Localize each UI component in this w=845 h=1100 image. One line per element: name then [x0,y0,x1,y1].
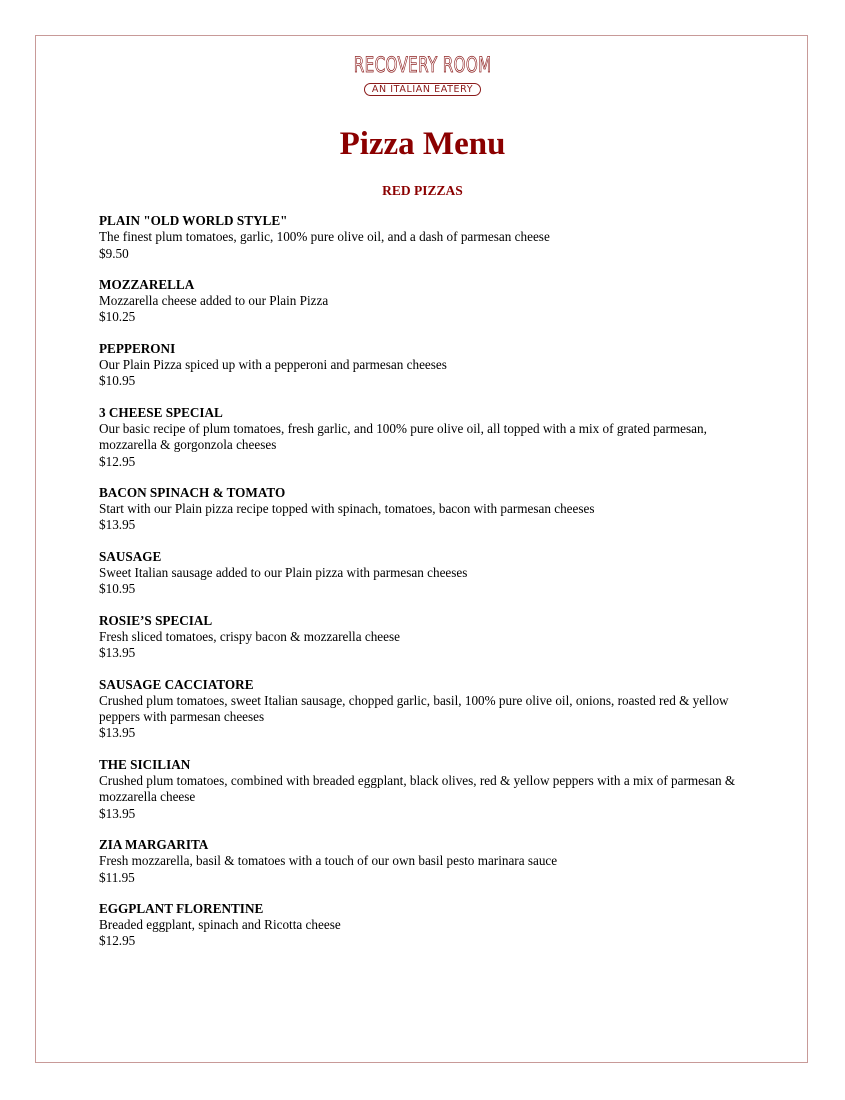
menu-item-name: EGGPLANT FLORENTINE [99,900,264,916]
menu-item-description: Start with our Plain pizza recipe topped with spinach, tomatoes, bacon with parmesan cheeses [99,501,595,517]
menu-item-list [99,213,759,965]
section-title: RED PIZZAS [382,183,463,198]
menu-item [99,677,759,742]
menu-item-price: $10.25 [99,309,136,325]
menu-item [99,837,759,886]
menu-item-name: MOZZARELLA [99,276,195,292]
menu-item-price: $10.95 [99,373,136,389]
logo-tagline: AN ITALIAN EATERY [364,83,481,96]
menu-item [99,485,759,534]
menu-item-price: $13.95 [99,517,136,533]
menu-item-name: PLAIN "OLD WORLD STYLE" [99,213,288,228]
menu-item-description: Crushed plum tomatoes, combined with breaded eggplant, black olives, red & yellow peppers with a mix of parmesan & mozzarella cheese [99,773,736,805]
menu-item-name: SAUSAGE CACCIATORE [99,676,254,692]
menu-item [99,757,759,822]
menu-item-name: 3 CHEESE SPECIAL [99,404,223,420]
menu-item [99,277,759,326]
menu-item-description: Sweet Italian sausage added to our Plain pizza with parmesan cheeses [99,565,468,581]
menu-item-description: Breaded eggplant, spinach and Ricotta cheese [99,917,341,933]
menu-item-name: BACON SPINACH & TOMATO [99,484,286,500]
menu-item-description: Mozzarella cheese added to our Plain Pizza [99,293,329,309]
menu-item-price: $12.95 [99,453,136,469]
logo-name: RECOVERY ROOM [353,53,492,77]
menu-item [99,549,759,598]
menu-item-description: Our basic recipe of plum tomatoes, fresh garlic, and 100% pure olive oil, all topped with a mix of grated parmesan, mozzarella & gorgonzola cheeses [99,420,707,453]
menu-item-description: Fresh sliced tomatoes, crispy bacon & mozzarella cheese [99,628,401,644]
menu-item-price: $9.50 [99,245,129,261]
menu-item-description: Our Plain Pizza spiced up with a pepperoni and parmesan cheeses [99,357,447,373]
menu-item-price: $13.95 [99,725,136,741]
page-title: Pizza Menu [339,126,506,162]
menu-item-price: $13.95 [99,645,136,661]
menu-item [99,613,759,662]
menu-item-price: $12.95 [99,933,136,949]
menu-item-name: THE SICILIAN [99,756,191,772]
menu-item [99,341,759,390]
restaurant-logo [0,54,845,97]
menu-item-name: PEPPERONI [99,340,176,356]
menu-item [99,405,759,470]
menu-item-description: Fresh mozzarella, basil & tomatoes with a touch of our own basil pesto marinara sauce [99,853,558,869]
menu-item [99,213,759,262]
menu-item-description: The finest plum tomatoes, garlic, 100% pure olive oil, and a dash of parmesan cheese [99,229,550,245]
menu-item-name: ROSIE’S SPECIAL [99,612,213,628]
menu-item-name: SAUSAGE [99,548,162,564]
menu-item-price: $10.95 [99,581,136,597]
menu-item-name: ZIA MARGARITA [99,836,209,852]
menu-item-description: Crushed plum tomatoes, sweet Italian sausage, chopped garlic, basil, 100% pure olive oil, onions, roasted red & yellow peppers with parmesan cheeses [99,692,729,725]
menu-item-price: $11.95 [99,869,135,885]
menu-item [99,901,759,950]
menu-item-price: $13.95 [99,805,136,821]
